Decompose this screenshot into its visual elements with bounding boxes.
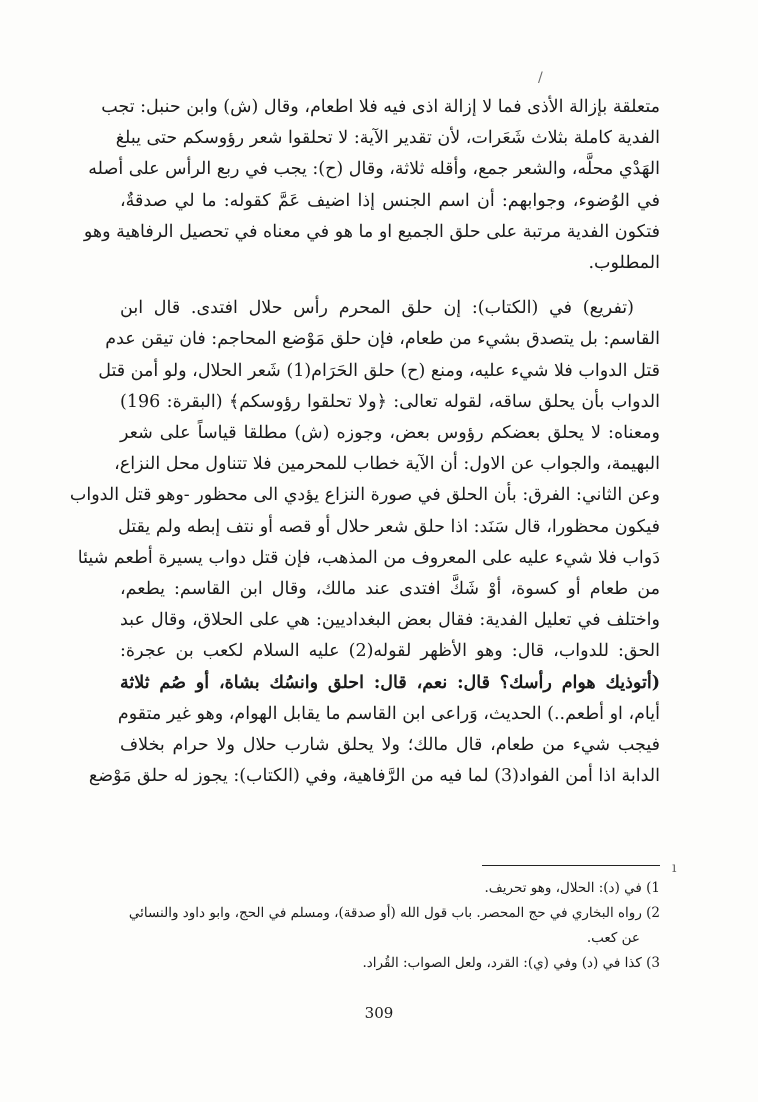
- text-line: في الوُضوء، وجوابهم: أن اسم الجنس إذا اضيف عَمَّ كقوله: ما لي صدقةٌ،: [120, 190, 660, 211]
- text-line: من طعام أو كسوة، أوْ شَكَّ افتدى عند مالك، وقال ابن القاسم: يطعم،: [120, 579, 660, 600]
- text-line: فيكون محظورا، قال سَنَد: اذا حلق شعر حلال أو قصه أو نتف إبطه ولم يقتل: [118, 516, 660, 537]
- text-line: الحق: للدواب، قال: وهو الأظهر لقوله(2) عليه السلام لكعب بن عجرة:: [120, 641, 660, 662]
- footnotes: [120, 876, 660, 976]
- text-line: الدواب بأن يحلق ساقه، لقوله تعالى: ﴿ولا تحلقوا رؤوسكم﴾ (البقرة: 196): [120, 391, 660, 412]
- text-line: متعلقة بإزالة الأذى فما لا إزالة اذى فيه فلا اطعام، وقال (ش) وابن حنبل: تجب: [101, 97, 660, 117]
- scan-mark: /: [538, 70, 543, 86]
- text-line: البهيمة، والجواب عن الاول: أن الآية خطاب للمحرمين فلا تتناول محل النزاع،: [114, 454, 660, 475]
- main-text: [69, 92, 660, 792]
- text-line: الدابة اذا أمن الفواد(3) لما فيه من الرَّفاهية، وفي (الكتاب): يجوز له حلق مَوْضع: [88, 766, 660, 787]
- text-line: الهَدْي محلَّه، والشعر جمع، وأقله ثلاثة، وقال (ح): يجب في ربع الرأس على أصله: [88, 159, 660, 180]
- text-line: (أتوذيك هوام رأسك؟ قال: نعم، قال: احلق وانسُك بشاة، أو صُم ثلاثة: [120, 672, 660, 693]
- text-line: فيجب شيء من طعام، قال مالك؛ ولا يحلق شارب حلال ولا حرام بخلاف: [120, 735, 660, 756]
- footnote: 2) رواه البخاري في حج المحصر. باب قول الله (أو صدقة)، ومسلم في الحج، وابو داود والنسائي: [128, 905, 660, 921]
- text-line: أيام، او أطعم..) الحديث، وَراعى ابن القاسم ما يقابل الهوام، وهو غير متقوم: [117, 703, 660, 724]
- paragraph-1: [83, 92, 660, 279]
- text-line: ومعناه: لا يحلق بعضكم رؤوس بعض، وجوزه (ش) مطلقا قياساً على شعر: [120, 423, 660, 444]
- text-line: فتكون الفدية مرتبة على حلق الجميع او ما هو في معناه في تحصيل الرفاهية وهو: [83, 221, 660, 242]
- text-line: (تفريع) في (الكتاب): إن حلق المحرم رأس حلال افتدى. قال ابن: [120, 298, 634, 319]
- text-line: وعن الثاني: الفرق: بأن الحلق في صورة النزاع يؤدي الى محظور -وهو قتل الدواب: [69, 485, 660, 506]
- paragraph-2: [69, 293, 660, 792]
- scan-mark-margin: ı: [672, 860, 677, 876]
- footnote-divider: [482, 865, 660, 866]
- text-line: القاسم: بل يتصدق بشيء من طعام، فإن حلق مَوْضع المحاجم: فان تيقن عدم: [105, 329, 660, 350]
- footnote: 3) كذا في (د) وفي (ي): القرد، ولعل الصواب: القُراد.: [362, 955, 660, 971]
- text-line: المطلوب.: [588, 253, 660, 274]
- text-line: الفدية كاملة بثلاث شَعَرات، لأن تقدير الآية: لا تحلقوا شعر رؤوسكم حتى يبلغ: [115, 128, 660, 149]
- page-number: 309: [364, 1004, 394, 1022]
- footnote: 1) في (د): الحلال، وهو تحريف.: [484, 880, 660, 896]
- text-line: واختلف في تعليل الفدية: فقال بعض البغداديين: هي على الحلاق، وقال عبد: [120, 610, 660, 631]
- footnote-continuation: عن كعب.: [586, 930, 640, 946]
- text-line: قتل الدواب فلا شيء عليه، ومنع (ح) حلق الحَرَام(1) شَعر الحلال، ولو أمن قتل: [98, 360, 660, 381]
- text-line: دَواب فلا شيء عليه على المعروف من المذهب، فإن قتل دواب يسيرة أطعم شيئا: [77, 547, 660, 568]
